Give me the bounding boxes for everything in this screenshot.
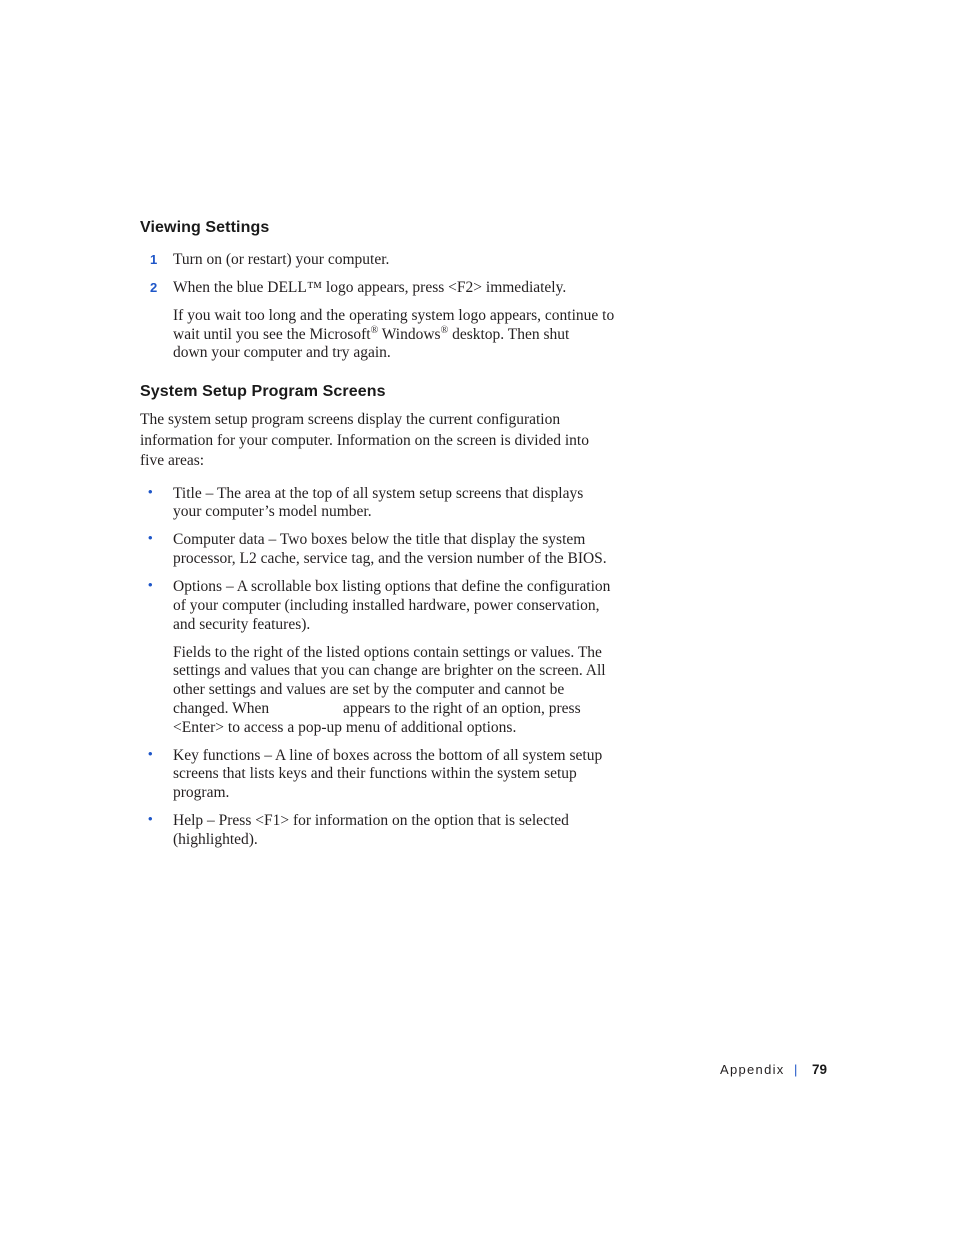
section-heading-setup-screens: System Setup Program Screens [140,383,386,400]
note-line [173,325,569,344]
section-heading-viewing-settings: Viewing Settings [140,219,270,236]
bullet-line: screens that lists keys and their functions within the system setup [173,765,577,782]
bullet-line: program. [173,784,230,801]
bullet-icon: • [148,577,153,592]
note-text: desktop. Then shut [448,326,570,343]
bullet-line: processor, L2 cache, service tag, and the version number of the BIOS. [173,550,607,567]
paragraph-line: <Enter> to access a pop-up menu of additional options. [173,719,517,736]
paragraph-line: other settings and values are set by the computer and cannot be [173,681,565,698]
bullet-line: Title – The area at the top of all system setup screens that displays [173,485,584,502]
registered-mark: ® [370,325,379,336]
bullet-line: (highlighted). [173,831,258,848]
intro-line: five areas: [140,452,205,469]
bullet-line: your computer’s model number. [173,503,372,520]
note-text: wait until you see the Microsoft [173,326,371,343]
footer-separator: | [794,1062,798,1077]
paragraph-line: settings and values that you can change are brighter on the screen. All [173,662,606,679]
paragraph-line: changed. When [173,700,270,717]
bullet-icon: • [148,746,153,761]
bullet-icon: • [148,484,153,499]
paragraph-line: Fields to the right of the listed options contain settings or values. The [173,644,602,661]
intro-line: information for your computer. Information on the screen is divided into [140,432,589,449]
step-number: 2 [150,280,158,295]
step-text: When the blue DELL™ logo appears, press <F2> immediately. [173,279,567,296]
bullet-line: Computer data – Two boxes below the title that display the system [173,531,586,548]
step-text: Turn on (or restart) your computer. [173,251,390,268]
bullet-line: of your computer (including installed hardware, power conservation, [173,597,600,614]
intro-line: The system setup program screens display the current configuration [140,411,561,428]
bullet-line: Key functions – A line of boxes across the bottom of all system setup [173,747,603,764]
page-number: 79 [812,1062,828,1077]
note-text: Windows [378,326,441,343]
bullet-line: and security features). [173,616,311,633]
registered-mark: ® [440,325,449,336]
step-number: 1 [150,252,158,267]
bullet-line: Help – Press <F1> for information on the option that is selected [173,812,569,829]
footer-section-label: Appendix [720,1062,785,1077]
bullet-icon: • [148,811,153,826]
paragraph-line: appears to the right of an option, press [343,700,581,717]
bullet-icon: • [148,530,153,545]
bullet-line: Options – A scrollable box listing options that define the configuration [173,578,611,595]
note-line: down your computer and try again. [173,344,391,361]
note-line: If you wait too long and the operating system logo appears, continue to [173,307,615,324]
